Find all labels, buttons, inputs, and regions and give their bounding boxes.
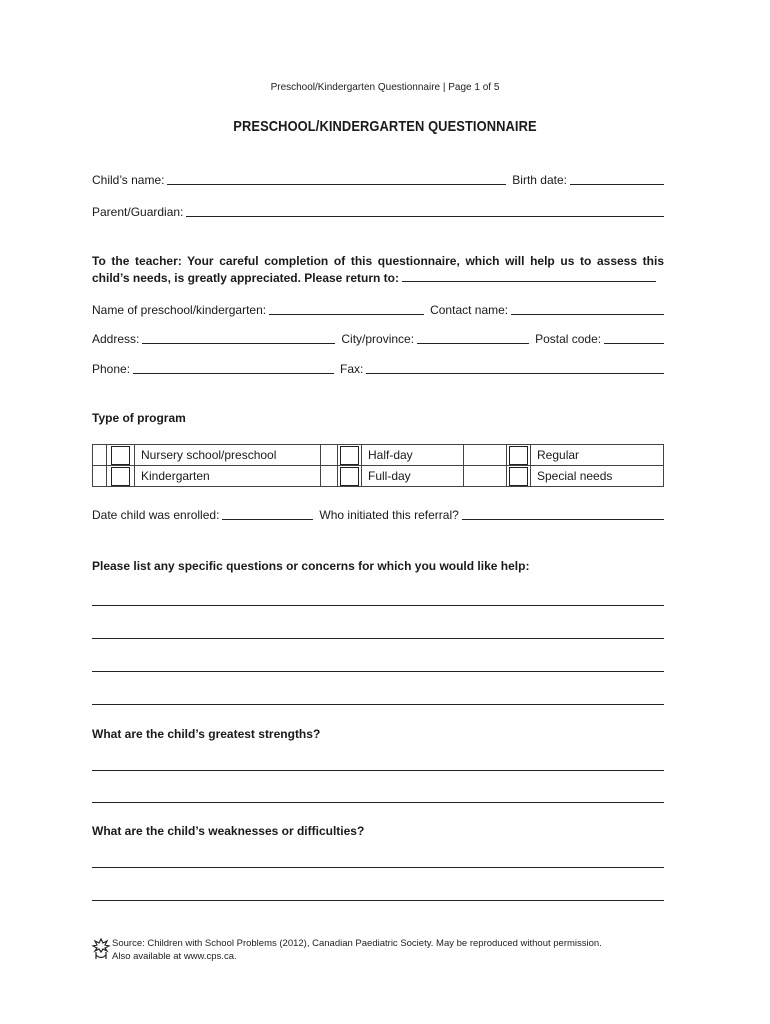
phone-label: Phone: [92, 362, 131, 376]
address-field[interactable] [142, 342, 335, 344]
running-header: Preschool/Kindergarten Questionnaire | Page 1 of 5 [270, 82, 500, 93]
preschool-name-field[interactable] [269, 313, 424, 315]
option-regular: Regular [531, 445, 664, 466]
contact-name-label: Contact name: [430, 303, 509, 317]
birth-date-label: Birth date: [512, 173, 567, 187]
row-parent [92, 205, 664, 219]
program-row [93, 445, 664, 466]
option-half-day: Half-day [362, 445, 464, 466]
answer-line[interactable] [92, 770, 664, 771]
checkbox-special-needs[interactable] [509, 467, 528, 486]
city-province-label: City/province: [341, 332, 415, 346]
footer-line-2: Also available at www.cps.ca. [112, 951, 237, 962]
phone-field[interactable] [133, 372, 334, 374]
birth-date-field[interactable] [570, 183, 664, 185]
answer-line[interactable] [92, 671, 664, 672]
date-enrolled-label: Date child was enrolled: [92, 508, 220, 522]
answer-line[interactable] [92, 638, 664, 639]
cps-logo-icon [91, 937, 111, 961]
preschool-name-label: Name of preschool/kindergarten: [92, 303, 267, 317]
page-title: PRESCHOOL/KINDERGARTEN QUESTIONNAIRE [233, 118, 537, 135]
who-initiated-label: Who initiated this referral? [319, 508, 459, 522]
checkbox-kindergarten[interactable] [111, 467, 130, 486]
option-special-needs: Special needs [531, 466, 664, 487]
answer-line[interactable] [92, 704, 664, 705]
footer-source [112, 937, 602, 963]
row-phone [92, 362, 664, 376]
postal-code-label: Postal code: [535, 332, 602, 346]
option-nursery: Nursery school/preschool [135, 445, 321, 466]
program-heading: Type of program [92, 411, 186, 425]
postal-code-field[interactable] [604, 342, 664, 344]
childs-name-field[interactable] [167, 183, 506, 185]
option-kindergarten: Kindergarten [135, 466, 321, 487]
strengths-heading: What are the child’s greatest strengths? [92, 727, 321, 741]
weaknesses-heading: What are the child’s weaknesses or difficulties? [92, 824, 365, 838]
parent-guardian-label: Parent/Guardian: [92, 205, 184, 219]
row-address [92, 332, 664, 346]
teacher-note [92, 253, 664, 287]
program-table [92, 444, 664, 487]
city-province-field[interactable] [417, 342, 529, 344]
answer-line[interactable] [92, 867, 664, 868]
return-to-field[interactable] [402, 270, 656, 282]
answer-line[interactable] [92, 605, 664, 606]
option-full-day: Full-day [362, 466, 464, 487]
row-child-name [92, 173, 664, 187]
fax-label: Fax: [340, 362, 364, 376]
date-enrolled-field[interactable] [222, 518, 313, 520]
answer-line[interactable] [92, 900, 664, 901]
checkbox-full-day[interactable] [340, 467, 359, 486]
footer-line-1: Source: Children with School Problems (2012), Canadian Paediatric Society. May be reproduced without permission. [112, 938, 602, 949]
address-label: Address: [92, 332, 140, 346]
answer-line[interactable] [92, 802, 664, 803]
program-row [93, 466, 664, 487]
checkbox-half-day[interactable] [340, 446, 359, 465]
row-enrolled [92, 508, 664, 522]
concerns-heading: Please list any specific questions or concerns for which you would like help: [92, 559, 530, 573]
childs-name-label: Child’s name: [92, 173, 165, 187]
teacher-note-text: To the teacher: Your careful completion of this questionnaire, which will help us to assess this child’s needs, is greatly appreciated. Please return to: [92, 254, 664, 285]
checkbox-regular[interactable] [509, 446, 528, 465]
fax-field[interactable] [366, 372, 664, 374]
contact-name-field[interactable] [511, 313, 664, 315]
row-preschool [92, 303, 664, 317]
checkbox-nursery[interactable] [111, 446, 130, 465]
who-initiated-field[interactable] [462, 518, 664, 520]
parent-guardian-field[interactable] [186, 215, 664, 217]
